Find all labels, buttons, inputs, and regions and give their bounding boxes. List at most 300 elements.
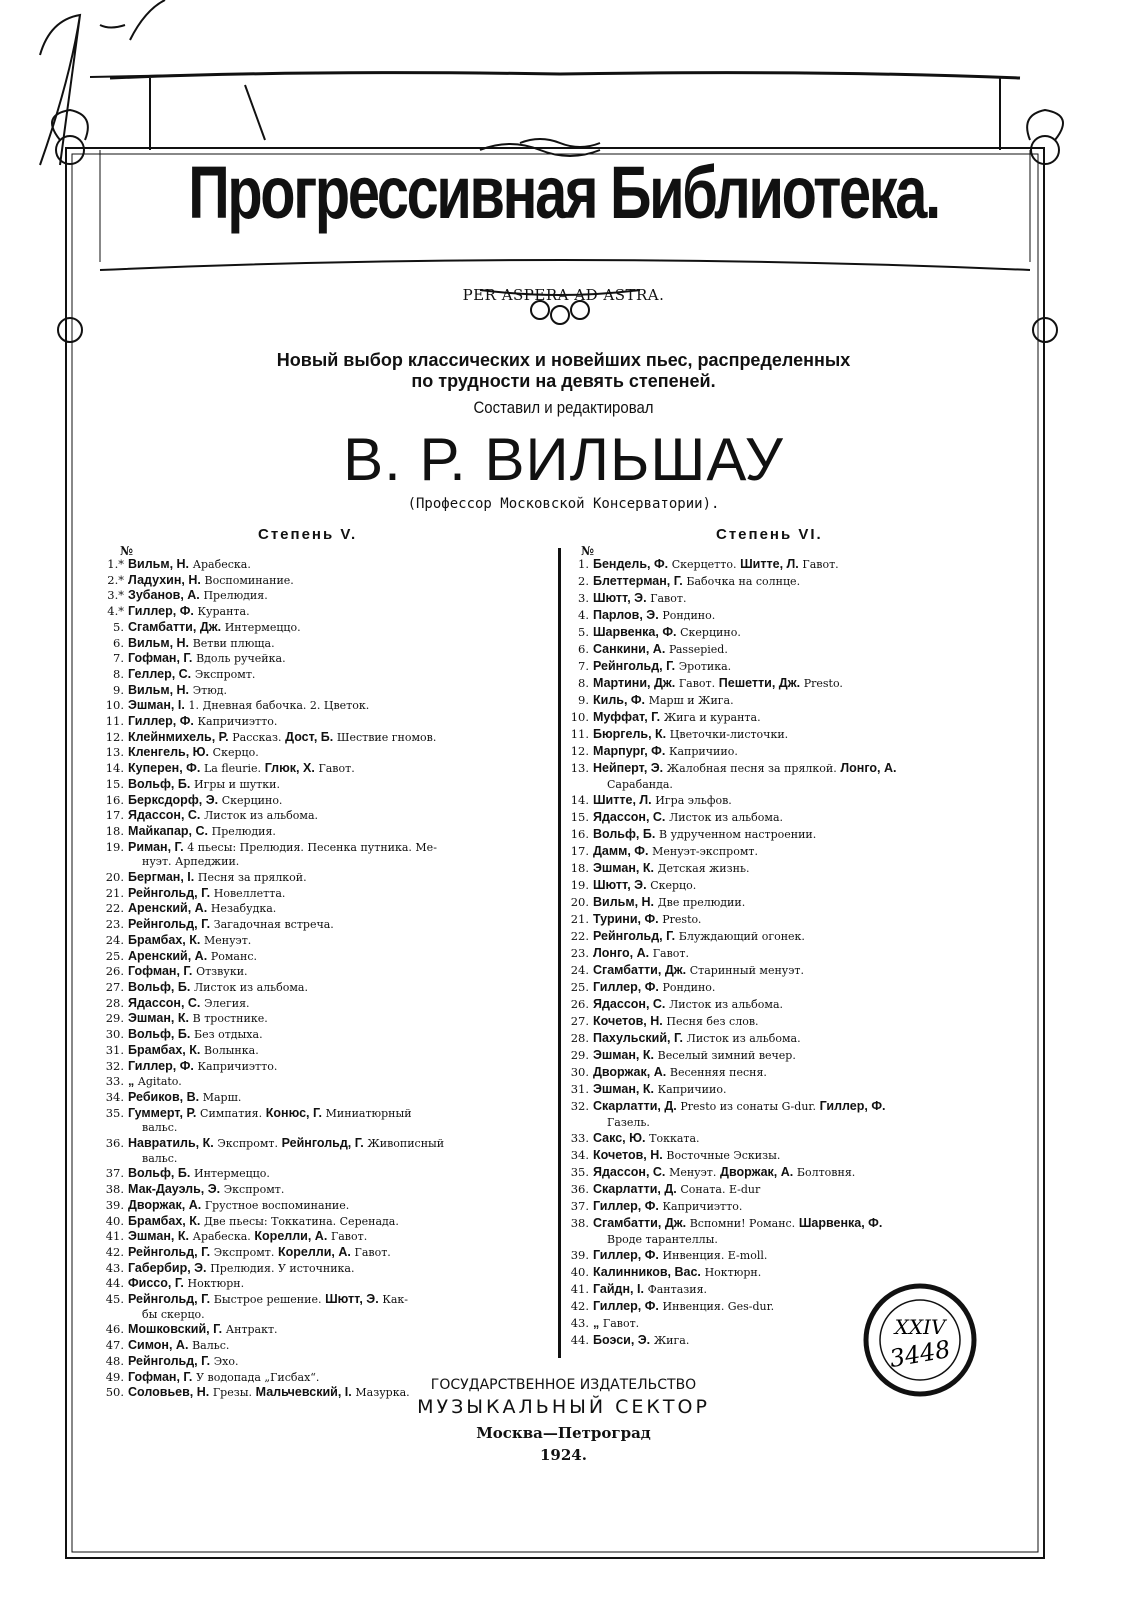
item-number: 7. bbox=[113, 651, 124, 666]
item-number: 15. bbox=[570, 810, 589, 824]
work-title: Менуэт-экспромт. bbox=[652, 845, 758, 858]
work-title: Эхо. bbox=[213, 1354, 239, 1368]
composer: Риман, Г. bbox=[128, 839, 184, 854]
composer: Симон, А. bbox=[128, 1338, 189, 1353]
composer: Дамм, Ф. bbox=[593, 844, 649, 858]
work-title: Капричиэтто. bbox=[197, 715, 278, 729]
item-number: 13. bbox=[570, 761, 589, 775]
work-title: Интермеццо. bbox=[193, 1167, 270, 1181]
composer: Мак-Дауэль, Э. bbox=[128, 1182, 221, 1197]
list-item bbox=[565, 726, 1015, 743]
work-title: Волынка. bbox=[203, 1043, 259, 1057]
composer: Кленгель, Ю. bbox=[128, 745, 209, 760]
item-number: 42. bbox=[105, 1244, 124, 1259]
work-title: Новеллетта. bbox=[213, 886, 286, 900]
list-item bbox=[100, 745, 550, 761]
composer: Аренский, А. bbox=[128, 901, 208, 916]
item-number: 4.* bbox=[107, 604, 124, 619]
list-item bbox=[100, 588, 550, 604]
work-title: У водопада „Гисбах“. bbox=[196, 1370, 320, 1384]
composer: Рейнгольд, Г. bbox=[593, 659, 676, 673]
work-title: Прелюдия. bbox=[211, 824, 276, 838]
work-title: Шествие гномов. bbox=[336, 730, 437, 744]
list-item bbox=[100, 604, 550, 620]
list-item bbox=[565, 945, 1015, 962]
item-number: 23. bbox=[105, 917, 124, 932]
work-title: Игры и шутки. bbox=[193, 777, 280, 791]
composer: Рейнгольд, Г. bbox=[281, 1136, 364, 1151]
composer: Шитте, Л. bbox=[740, 557, 799, 571]
list-item bbox=[100, 949, 550, 965]
list-item bbox=[100, 933, 550, 949]
publication-year: 1924. bbox=[540, 1446, 587, 1464]
work-title: Марш. bbox=[202, 1090, 242, 1104]
list-item bbox=[100, 714, 550, 730]
list-item bbox=[100, 1276, 550, 1292]
item-number: 34. bbox=[105, 1089, 124, 1104]
item-number: 13. bbox=[105, 745, 124, 760]
work-title: Этюд. bbox=[192, 683, 228, 697]
work-title: Капричиио. bbox=[657, 1083, 727, 1096]
work-title: Прелюдия. bbox=[203, 589, 268, 603]
list-item bbox=[565, 641, 1015, 658]
composer: Вольф, Б. bbox=[128, 1027, 191, 1042]
list-item bbox=[100, 1027, 550, 1043]
composer: Дворжак, А. bbox=[128, 1197, 202, 1212]
work-title: Скерцо. bbox=[212, 746, 259, 760]
item-number: 21. bbox=[105, 885, 124, 900]
grade-6-list bbox=[565, 556, 1015, 1349]
work-title: Экспромт. bbox=[217, 1137, 278, 1151]
list-item bbox=[565, 1098, 1015, 1130]
composer: Гиллер, Ф. bbox=[128, 714, 194, 729]
work-title: Гавот. bbox=[602, 1317, 640, 1330]
composer: Шарвенка, Ф. bbox=[798, 1216, 883, 1230]
work-title: Элегия. bbox=[204, 996, 250, 1010]
item-number: 30. bbox=[570, 1065, 589, 1079]
list-item bbox=[565, 709, 1015, 726]
list-item bbox=[565, 911, 1015, 928]
composer: Гиллер, Ф. bbox=[819, 1099, 886, 1113]
composer: Корелли, А. bbox=[254, 1229, 328, 1244]
item-number: 32. bbox=[570, 1099, 589, 1113]
publisher-name: ГОСУДАРСТВЕННОЕ ИЗДАТЕЛЬСТВО bbox=[430, 1377, 697, 1393]
work-title: Менуэт. bbox=[203, 933, 252, 947]
composer: Гиллер, Ф. bbox=[593, 1199, 659, 1213]
work-title: Фантазия. bbox=[647, 1283, 708, 1296]
work-title: Старинный менуэт. bbox=[689, 964, 805, 977]
composer: Скарлатти, Д. bbox=[593, 1099, 677, 1113]
work-title: Капричиэтто. bbox=[662, 1200, 743, 1213]
composer: Дворжак, А. bbox=[720, 1165, 794, 1179]
item-number: 1.* bbox=[107, 557, 124, 571]
motto: PER ASPERA AD ASTRA. bbox=[462, 286, 665, 304]
work-title: Миниатюрный bbox=[325, 1106, 412, 1120]
list-item bbox=[565, 1181, 1015, 1198]
publisher-city: Москва—Петроград bbox=[476, 1424, 651, 1442]
work-title: Скерцино. bbox=[680, 626, 741, 639]
list-item bbox=[100, 1198, 550, 1214]
work-title: Эротика. bbox=[678, 660, 732, 673]
list-item bbox=[100, 636, 550, 652]
composer: Нейперт, Э. bbox=[593, 761, 664, 775]
item-number: 20. bbox=[570, 895, 589, 909]
composer: Пахульский, Г. bbox=[593, 1031, 683, 1045]
list-item bbox=[100, 698, 550, 714]
work-title: Антракт. bbox=[225, 1323, 278, 1337]
item-number: 2. bbox=[578, 574, 589, 588]
work-title: Presto из сонаты G-dur. bbox=[680, 1100, 816, 1113]
work-title: Загадочная встреча. bbox=[213, 918, 334, 932]
composer: Калинников, Вас. bbox=[593, 1265, 701, 1279]
composer: Шитте, Л. bbox=[593, 793, 652, 807]
composer: Эшман, К. bbox=[128, 1229, 189, 1244]
item-number: 16. bbox=[105, 792, 124, 807]
list-item bbox=[100, 980, 550, 996]
item-number: 29. bbox=[570, 1048, 589, 1062]
item-number: 16. bbox=[570, 827, 589, 841]
item-number: 26. bbox=[105, 964, 124, 979]
item-number: 28. bbox=[105, 995, 124, 1010]
work-title: Вспомни! Романс. bbox=[689, 1217, 796, 1230]
work-title: Листок из альбома. bbox=[204, 809, 319, 823]
composer: Сакс, Ю. bbox=[593, 1131, 646, 1145]
number-sign-right: № bbox=[581, 544, 595, 558]
work-title: Весенняя песня. bbox=[669, 1066, 767, 1079]
item-number: 18. bbox=[570, 861, 589, 875]
work-title-continued: бы скерцо. bbox=[142, 1307, 205, 1321]
work-title: 1. Дневная бабочка. 2. Цветок. bbox=[188, 699, 370, 713]
composer: Геллер, С. bbox=[128, 666, 192, 681]
work-title-continued: Сарабанда. bbox=[607, 778, 673, 791]
list-item bbox=[565, 860, 1015, 877]
list-item bbox=[100, 1322, 550, 1338]
list-item bbox=[100, 730, 550, 746]
item-number: 37. bbox=[105, 1166, 124, 1181]
item-number: 40. bbox=[570, 1265, 589, 1279]
list-item bbox=[100, 870, 550, 886]
item-number: 27. bbox=[570, 1014, 589, 1028]
composer: Эшман, К. bbox=[593, 861, 654, 875]
work-title: Листок из альбома. bbox=[686, 1032, 801, 1045]
item-number: 39. bbox=[105, 1197, 124, 1212]
subtitle-line-2: по трудности на девять степеней. bbox=[411, 371, 716, 391]
work-title: Гавот. bbox=[318, 762, 355, 776]
work-title: Прелюдия. У источника. bbox=[210, 1261, 355, 1275]
item-number: 47. bbox=[105, 1338, 124, 1353]
item-number: 24. bbox=[105, 932, 124, 947]
work-title: Вдоль ручейка. bbox=[196, 652, 286, 666]
composer: Глюк, Х. bbox=[264, 761, 315, 776]
work-title: Гавот. bbox=[652, 947, 689, 960]
author-title: (Профессор Московской Консерватории). bbox=[407, 496, 720, 512]
item-number: 20. bbox=[105, 870, 124, 885]
composer: Мартини, Дж. bbox=[593, 676, 676, 690]
composer: Зубанов, А. bbox=[128, 588, 200, 603]
list-item bbox=[565, 928, 1015, 945]
list-item bbox=[100, 793, 550, 809]
composer: Шютт, Э. bbox=[593, 591, 647, 605]
item-number: 19. bbox=[570, 878, 589, 892]
composer: Скарлатти, Д. bbox=[593, 1182, 677, 1196]
work-title: Гавот. bbox=[330, 1230, 368, 1244]
list-item bbox=[100, 777, 550, 793]
list-item bbox=[565, 1147, 1015, 1164]
list-item bbox=[565, 556, 1015, 573]
list-item bbox=[565, 1047, 1015, 1064]
work-title: Куранта. bbox=[197, 605, 250, 619]
work-title: Без отдыха. bbox=[193, 1028, 263, 1042]
item-number: 31. bbox=[570, 1082, 589, 1096]
composer: Брамбах, К. bbox=[128, 1213, 201, 1228]
composer: Сгамбатти, Дж. bbox=[593, 963, 687, 977]
composer: Дворжак, А. bbox=[593, 1065, 667, 1079]
list-item bbox=[565, 675, 1015, 692]
list-item bbox=[565, 692, 1015, 709]
item-number: 27. bbox=[105, 979, 124, 994]
composer: Куперен, Ф. bbox=[128, 761, 201, 776]
item-number: 40. bbox=[105, 1213, 124, 1228]
item-number: 48. bbox=[105, 1353, 124, 1368]
composer: Санкини, А. bbox=[593, 642, 666, 656]
work-title: В удрученном настроении. bbox=[658, 828, 817, 841]
list-item bbox=[565, 1030, 1015, 1047]
item-number: 22. bbox=[105, 901, 124, 916]
work-title: Рондино. bbox=[662, 981, 716, 994]
composer: Вильм, Н. bbox=[128, 635, 190, 650]
composer: Навратиль, К. bbox=[128, 1136, 214, 1151]
composer: Рейнгольд, Г. bbox=[128, 917, 211, 932]
work-title: Гавот. bbox=[354, 1245, 391, 1259]
work-title: Гавот. bbox=[802, 558, 839, 571]
work-title: Быстрое решение. bbox=[213, 1293, 322, 1307]
item-number: 36. bbox=[105, 1136, 124, 1151]
item-number: 28. bbox=[570, 1031, 589, 1045]
publisher-sector: МУЗЫКАЛЬНЫЙ СЕКТОР bbox=[417, 1396, 710, 1418]
item-number: 26. bbox=[570, 997, 589, 1011]
list-item bbox=[565, 1198, 1015, 1215]
grade-6-heading: Степень VI. bbox=[716, 526, 823, 543]
list-item bbox=[100, 1059, 550, 1075]
item-number: 17. bbox=[105, 808, 124, 823]
composer: Шарвенка, Ф. bbox=[593, 625, 677, 639]
composer: Вильм, Н. bbox=[128, 682, 190, 697]
work-title: Листок из альбома. bbox=[669, 811, 784, 824]
item-number: 14. bbox=[570, 793, 589, 807]
item-number: 3.* bbox=[107, 588, 124, 603]
item-number: 15. bbox=[105, 776, 124, 791]
work-title: Инвенция. E-moll. bbox=[662, 1249, 768, 1262]
composer: Боэси, Э. bbox=[593, 1333, 651, 1347]
item-number: 14. bbox=[105, 761, 124, 776]
work-title: Живописный bbox=[367, 1137, 445, 1151]
composer: Вольф, Б. bbox=[128, 1166, 191, 1181]
composer: Турини, Ф. bbox=[593, 912, 659, 926]
list-item bbox=[100, 1043, 550, 1059]
composer: Гиллер, Ф. bbox=[593, 980, 659, 994]
list-item bbox=[565, 809, 1015, 826]
composer: Рейнгольд, Г. bbox=[593, 929, 676, 943]
work-title: Две прелюдии. bbox=[657, 896, 746, 909]
number-sign-left: № bbox=[120, 544, 134, 558]
item-number: 10. bbox=[570, 710, 589, 724]
composer: Эшман, К. bbox=[593, 1082, 654, 1096]
work-title: Presto. bbox=[803, 677, 843, 690]
composer: Шютт, Э. bbox=[593, 878, 647, 892]
list-item bbox=[100, 620, 550, 636]
list-item bbox=[100, 651, 550, 667]
list-item bbox=[100, 1261, 550, 1277]
item-number: 11. bbox=[570, 727, 589, 741]
list-item bbox=[100, 1214, 550, 1230]
list-item bbox=[100, 1166, 550, 1182]
composer: Рейнгольд, Г. bbox=[128, 885, 211, 900]
column-divider bbox=[558, 548, 561, 1358]
composer: Эшман, К. bbox=[593, 1048, 654, 1062]
compiled-by: Составил и редактировал bbox=[473, 398, 654, 417]
work-title-continued: вальс. bbox=[142, 1121, 178, 1135]
composer: Эшман, I. bbox=[128, 698, 185, 713]
work-title: Детская жизнь. bbox=[657, 862, 750, 875]
composer: Вильм, Н. bbox=[593, 895, 655, 909]
work-title: Мазурка. bbox=[355, 1386, 410, 1400]
stamp-line-2: 3448 bbox=[887, 1334, 953, 1374]
composer: Вольф, Б. bbox=[593, 827, 656, 841]
composer: Ребиков, В. bbox=[128, 1089, 200, 1104]
work-title: Воспоминание. bbox=[204, 573, 294, 587]
list-item bbox=[100, 1011, 550, 1027]
list-item bbox=[100, 557, 550, 573]
list-item bbox=[100, 1074, 550, 1090]
item-number: 6. bbox=[578, 642, 589, 656]
work-title: 4 пьесы: Прелюдия. Песенка путника. Ме- bbox=[187, 840, 437, 854]
composer: Майкапар, С. bbox=[128, 823, 208, 838]
item-number: 50. bbox=[105, 1385, 124, 1400]
item-number: 5. bbox=[578, 625, 589, 639]
work-title: Ноктюрн. bbox=[704, 1266, 762, 1279]
item-number: 29. bbox=[105, 1011, 124, 1026]
list-item bbox=[565, 624, 1015, 641]
composer: Бендель, Ф. bbox=[593, 557, 669, 571]
composer: Брамбах, К. bbox=[128, 1042, 201, 1057]
item-number: 38. bbox=[105, 1182, 124, 1197]
work-title: Токката. bbox=[649, 1132, 700, 1145]
list-item bbox=[565, 1264, 1015, 1281]
work-title: Ноктюрн. bbox=[187, 1277, 245, 1291]
work-title: Скерцино. bbox=[221, 793, 283, 807]
item-number: 25. bbox=[105, 948, 124, 963]
work-title: Скерцо. bbox=[650, 879, 697, 892]
composer: Кочетов, Н. bbox=[593, 1148, 663, 1162]
composer: Гуммерт, Р. bbox=[128, 1105, 197, 1120]
composer: Бергман, I. bbox=[128, 870, 195, 885]
work-title: Инвенция. Ges-dur. bbox=[662, 1300, 775, 1313]
composer: Соловьев, Н. bbox=[128, 1385, 210, 1400]
item-number: 45. bbox=[105, 1292, 124, 1307]
composer: Пешетти, Дж. bbox=[718, 676, 801, 690]
composer: Лонго, А. bbox=[593, 946, 650, 960]
list-item bbox=[565, 826, 1015, 843]
list-item bbox=[100, 1354, 550, 1370]
item-number: 7. bbox=[578, 659, 589, 673]
item-number: 34. bbox=[570, 1148, 589, 1162]
list-item bbox=[100, 1136, 550, 1166]
item-number: 35. bbox=[570, 1165, 589, 1179]
work-title: Бабочка на солнце. bbox=[686, 575, 801, 588]
list-item bbox=[565, 792, 1015, 809]
work-title: Скерцетто. bbox=[671, 558, 737, 571]
composer: Эшман, К. bbox=[128, 1011, 189, 1026]
item-number: 9. bbox=[113, 682, 124, 697]
item-number: 30. bbox=[105, 1027, 124, 1042]
composer: Вольф, Б. bbox=[128, 776, 191, 791]
composer: Аренский, А. bbox=[128, 948, 208, 963]
list-item bbox=[100, 886, 550, 902]
composer: Парлов, Э. bbox=[593, 608, 659, 622]
list-item bbox=[100, 824, 550, 840]
list-item bbox=[100, 1090, 550, 1106]
item-number: 23. bbox=[570, 946, 589, 960]
list-item bbox=[565, 1247, 1015, 1264]
composer: Корелли, А. bbox=[278, 1244, 351, 1259]
item-number: 5. bbox=[113, 619, 124, 634]
composer: Фиссо, Г. bbox=[128, 1276, 184, 1291]
work-title: Веселый зимний вечер. bbox=[657, 1049, 796, 1062]
list-item bbox=[565, 843, 1015, 860]
composer: Гофман, Г. bbox=[128, 1369, 193, 1384]
list-item bbox=[100, 1292, 550, 1322]
list-item bbox=[565, 962, 1015, 979]
work-title: Ветви плюща. bbox=[192, 636, 275, 650]
work-title: Гавот. bbox=[650, 592, 687, 605]
composer: Вольф, Б. bbox=[128, 979, 191, 994]
item-number: 1. bbox=[578, 557, 589, 571]
item-number: 24. bbox=[570, 963, 589, 977]
work-title: Менуэт. bbox=[669, 1166, 717, 1179]
composer: Рейнгольд, Г. bbox=[128, 1244, 211, 1259]
work-title: Гавот. bbox=[678, 677, 716, 690]
list-item bbox=[100, 1338, 550, 1354]
work-title: Песня за прялкой. bbox=[197, 871, 307, 885]
work-title: Экспромт. bbox=[194, 667, 256, 681]
composer: Гофман, Г. bbox=[128, 964, 193, 979]
composer: Гайдн, I. bbox=[593, 1282, 644, 1296]
list-item bbox=[565, 658, 1015, 675]
composer: Шютт, Э. bbox=[325, 1292, 379, 1307]
work-title: Жалобная песня за прялкой. bbox=[666, 762, 837, 775]
item-number: 9. bbox=[578, 693, 589, 707]
item-number: 42. bbox=[570, 1299, 589, 1313]
composer: Гиллер, Ф. bbox=[128, 1058, 194, 1073]
subtitle-line-1: Новый выбор классических и новейших пьес, распределенных bbox=[276, 350, 851, 370]
page-title: Прогрессивная Библиотека. bbox=[188, 151, 939, 234]
list-item bbox=[565, 1215, 1015, 1247]
work-title: Листок из альбома. bbox=[669, 998, 784, 1011]
list-item bbox=[565, 573, 1015, 590]
list-item bbox=[565, 1164, 1015, 1181]
work-title: Капричиио. bbox=[668, 745, 738, 758]
composer: Киль, Ф. bbox=[593, 693, 646, 707]
list-item bbox=[565, 894, 1015, 911]
list-item bbox=[100, 808, 550, 824]
composer: Рейнгольд, Г. bbox=[128, 1292, 211, 1307]
work-title: Арабеска. bbox=[192, 558, 251, 571]
item-number: 33. bbox=[570, 1131, 589, 1145]
work-title: Болтовня. bbox=[796, 1166, 856, 1179]
composer: Гиллер, Ф. bbox=[128, 604, 194, 619]
item-number: 39. bbox=[570, 1248, 589, 1262]
work-title: Блуждающий огонек. bbox=[678, 930, 805, 943]
